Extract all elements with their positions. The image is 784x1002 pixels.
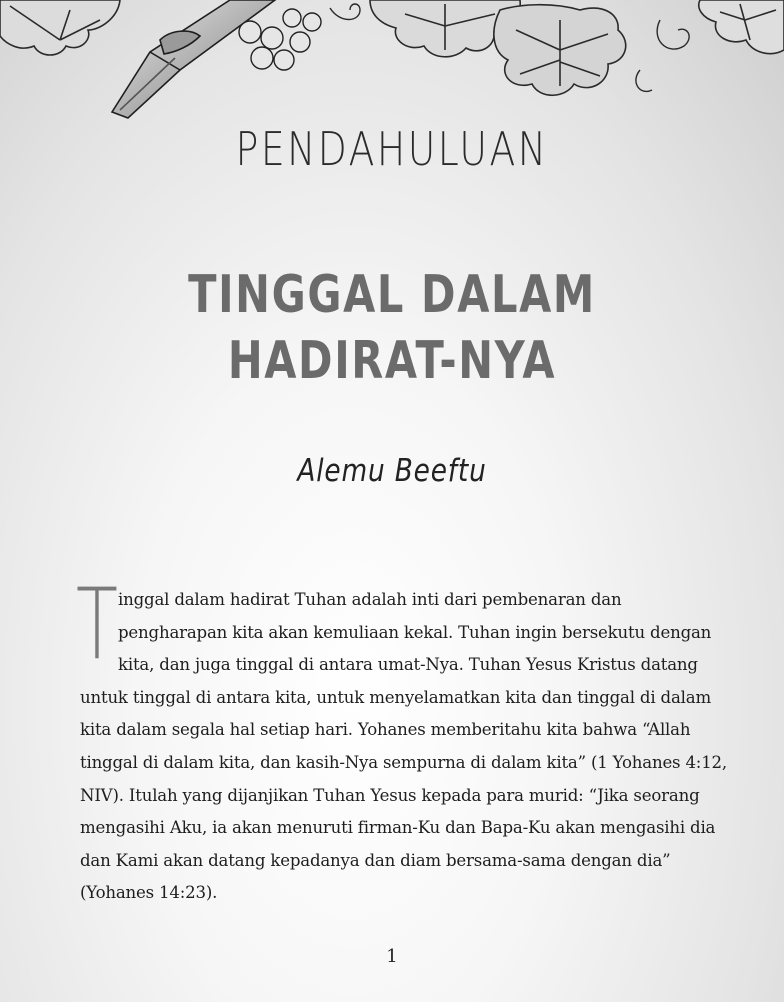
body-text: inggal dalam hadirat Tuhan adalah inti dari pembenaran dan pengharapan kita akan kemuliaan kekal. Tuhan ingin bersekutu dengan kita, dan juga tinggal di antara umat-Nya. Tuhan Yesus Kristus datang untuk tinggal di antara kita, untuk menyelamatkan kita dan tinggal di dalam kita dalam segala hal setiap hari. Yohanes memberitahu kita bahwa “Allah tinggal di dalam kita, dan kasih-Nya sempurna di dalam kita” (1 Yohanes 4:12, NIV). Itulah yang dijanjikan Tuhan Yesus kepada para murid: “Jika seorang mengasihi Aku, ia akan menuruti firman-Ku dan Bapa-Ku akan mengasihi dia dan Kami akan datang kepadanya dan diam bersama-sama dengan dia” (Yohanes 14:23). (80, 590, 727, 903)
grape-leaf-right (494, 5, 626, 96)
body-paragraph (76, 568, 732, 910)
page-number: 1 (386, 946, 398, 967)
chapter-label: PENDAHULUAN (235, 122, 549, 176)
grape-leaf-far-right (699, 0, 784, 54)
title-line-1: TINGGAL DALAM (188, 265, 596, 325)
vine-ornament (0, 0, 784, 120)
grape-leaf-left (0, 0, 120, 55)
chapter-title (78, 262, 705, 394)
title-line-2: HADIRAT-NYA (227, 331, 557, 391)
drop-cap: T (76, 568, 118, 682)
author-name: Alemu Beeftu (297, 453, 487, 489)
